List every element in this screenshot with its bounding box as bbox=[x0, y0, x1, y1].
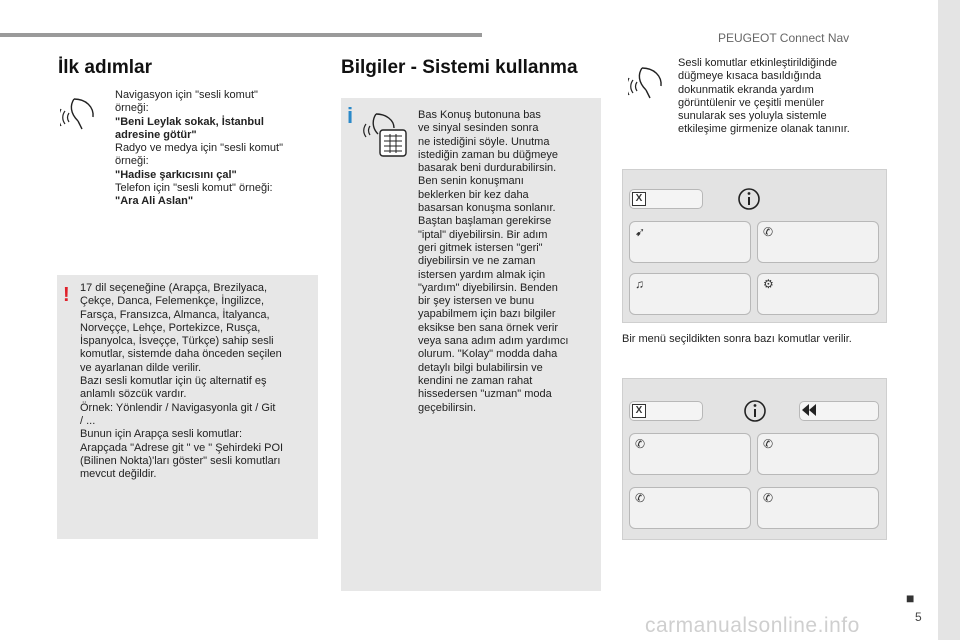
end-mark: ■ bbox=[906, 590, 915, 606]
phone-icon: ✆ bbox=[763, 225, 774, 239]
text-line: mevcut değildir. bbox=[80, 468, 157, 481]
watermark: carmanualsonline.info bbox=[645, 614, 860, 637]
text-line: geri gitmek istersen "geri" bbox=[418, 241, 543, 254]
push-to-talk-icon bbox=[362, 112, 408, 158]
voice-command-icon-right bbox=[628, 64, 668, 104]
text-line: komutlar, sistemde daha önceden seçilen bbox=[80, 348, 282, 361]
text-line: "Ara Ali Aslan" bbox=[115, 195, 194, 208]
text-line: diyebilirsin ve ne zaman bbox=[418, 255, 536, 268]
text-line: "iptal" diyebilirsin. Bir adım bbox=[418, 228, 548, 241]
section-title-first-steps: İlk adımlar bbox=[58, 57, 152, 78]
close-icon: X bbox=[632, 192, 646, 206]
text-line: anlamlı sözcük vardır. bbox=[80, 388, 187, 401]
text-line: İspanyolca, İsveççe, Türkçe) sahip sesli bbox=[80, 335, 274, 348]
text-line: Bunun için Arapça sesli komutlar: bbox=[80, 428, 243, 441]
text-line: örneği: bbox=[115, 102, 149, 115]
navigation-icon: ➹ bbox=[635, 225, 646, 239]
text-line: Radyo ve medya için "sesli komut" bbox=[115, 142, 283, 155]
text-line: / ... bbox=[80, 414, 96, 427]
right-intro-text bbox=[678, 57, 893, 137]
text-line: basarak beni durdurabilirsin. bbox=[418, 162, 557, 175]
phone-icon-b: ✆ bbox=[763, 437, 774, 451]
text-line: 17 dil seçeneğine (Arapça, Brezilyaca, bbox=[80, 282, 268, 294]
section-title-system-usage: Bilgiler - Sistemi kullanma bbox=[341, 57, 578, 78]
top-rule bbox=[0, 33, 482, 37]
voice-examples bbox=[115, 89, 315, 209]
text-line: veya sana adım adım yardımcı bbox=[418, 335, 569, 348]
close-icon-2: X bbox=[632, 404, 646, 418]
warning-icon: ! bbox=[63, 284, 70, 306]
submenu-button-4 bbox=[757, 487, 879, 529]
text-line: bir şey istersen ve bunu bbox=[418, 295, 535, 308]
text-line: Arapçada "Adrese git " ve " Şehirdeki POI bbox=[80, 441, 284, 454]
push-to-talk-text bbox=[418, 109, 598, 415]
text-line: Telefon için "sesli komut" örneği: bbox=[115, 182, 273, 195]
text-line: Norveççe, Lehçe, Portekizce, Rusça, bbox=[80, 321, 261, 334]
text-line: ve sinyal sesinden sonra bbox=[418, 122, 539, 135]
phone-icon-c: ✆ bbox=[635, 491, 646, 505]
text-line: "Hadise şarkıcısını çal" bbox=[115, 168, 237, 181]
page-number: 5 bbox=[915, 610, 922, 624]
text-line: istediğin zaman bu düğmeye bbox=[418, 148, 559, 161]
submenu-button-1 bbox=[629, 433, 751, 475]
help-screen-illustration bbox=[622, 169, 887, 323]
info-circle-icon-2 bbox=[743, 399, 767, 423]
text-line: eksikse ben sana örnek verir bbox=[418, 321, 559, 334]
side-strip bbox=[938, 0, 960, 640]
text-line: dokunmatik ekranda yardım bbox=[678, 83, 814, 96]
menu-button-media bbox=[629, 273, 751, 315]
warning-text bbox=[80, 282, 315, 481]
text-line: Navigasyon için "sesli komut" bbox=[115, 89, 258, 101]
text-line: beklerken bir kez daha bbox=[418, 188, 529, 201]
text-line: düğmeye kısaca basıldığında bbox=[678, 70, 822, 83]
text-line: sunularak ses yoluyla sistemle bbox=[678, 110, 827, 123]
info-circle-icon bbox=[737, 187, 761, 211]
text-line: geçebilirsin. bbox=[418, 401, 477, 414]
text-line: Bazı sesli komutlar için üç alternatif eş bbox=[80, 375, 267, 388]
back-icon bbox=[801, 403, 819, 417]
text-line: "Beni Leylak sokak, İstanbul bbox=[115, 115, 264, 128]
text-line: ne istediğini söyle. Unutma bbox=[418, 135, 550, 148]
text-line: kendini ne zaman rahat bbox=[418, 374, 533, 387]
text-line: yapabilmem için bazı bilgiler bbox=[418, 308, 556, 321]
text-line: Örnek: Yönlendir / Navigasyonla git / Git bbox=[80, 401, 276, 414]
text-line: görüntülenir ve çeşitli menüler bbox=[678, 96, 825, 109]
text-line: olurum. "Kolay" modda daha bbox=[418, 348, 558, 361]
voice-command-icon bbox=[60, 95, 100, 135]
settings-icon: ⚙ bbox=[763, 277, 774, 291]
text-line: Baştan başlaman gerekirse bbox=[418, 215, 552, 228]
submenu-button-2 bbox=[757, 433, 879, 475]
text-line: istersen yardım almak için bbox=[418, 268, 546, 281]
music-icon: ♫ bbox=[635, 277, 644, 291]
text-line: Bas Konuş butonuna bas bbox=[418, 109, 541, 121]
text-line: hissedersen "uzman" moda bbox=[418, 388, 552, 401]
phone-icon-a: ✆ bbox=[635, 437, 646, 451]
menu-button-settings bbox=[757, 273, 879, 315]
text-line: "yardım" diyebilirsin. Benden bbox=[418, 281, 558, 294]
running-header: PEUGEOT Connect Nav bbox=[718, 31, 850, 45]
text-line: Ben senin konuşmanı bbox=[418, 175, 524, 188]
text-line: detaylı bilgi bulabilirsin ve bbox=[418, 361, 543, 374]
text-line: ve ayarlanan dilde verilir. bbox=[80, 361, 202, 374]
text-line: Sesli komutlar etkinleştirildiğinde bbox=[678, 57, 837, 69]
text-line: örneği: bbox=[115, 155, 149, 168]
menu-button-phone bbox=[757, 221, 879, 263]
text-line: etkileşime girmenize olanak tanınır. bbox=[678, 123, 850, 136]
text-line: Farsça, Fransızca, Almanca, İtalyanca, bbox=[80, 308, 270, 321]
text-line: basarsan konuşma sonlanır. bbox=[418, 202, 556, 215]
submenu-button-3 bbox=[629, 487, 751, 529]
info-icon: i bbox=[347, 103, 354, 128]
menu-caption: Bir menü seçildikten sonra bazı komutlar verilir. bbox=[622, 333, 852, 345]
phone-icon-d: ✆ bbox=[763, 491, 774, 505]
submenu-screen-illustration bbox=[622, 378, 887, 540]
text-line: adresine götür" bbox=[115, 128, 197, 141]
text-line: Çekçe, Danca, Felemenkçe, İngilizce, bbox=[80, 295, 265, 308]
text-line: (Bilinen Nokta)'ları göster" sesli komutları bbox=[80, 454, 281, 467]
menu-button-navigation bbox=[629, 221, 751, 263]
